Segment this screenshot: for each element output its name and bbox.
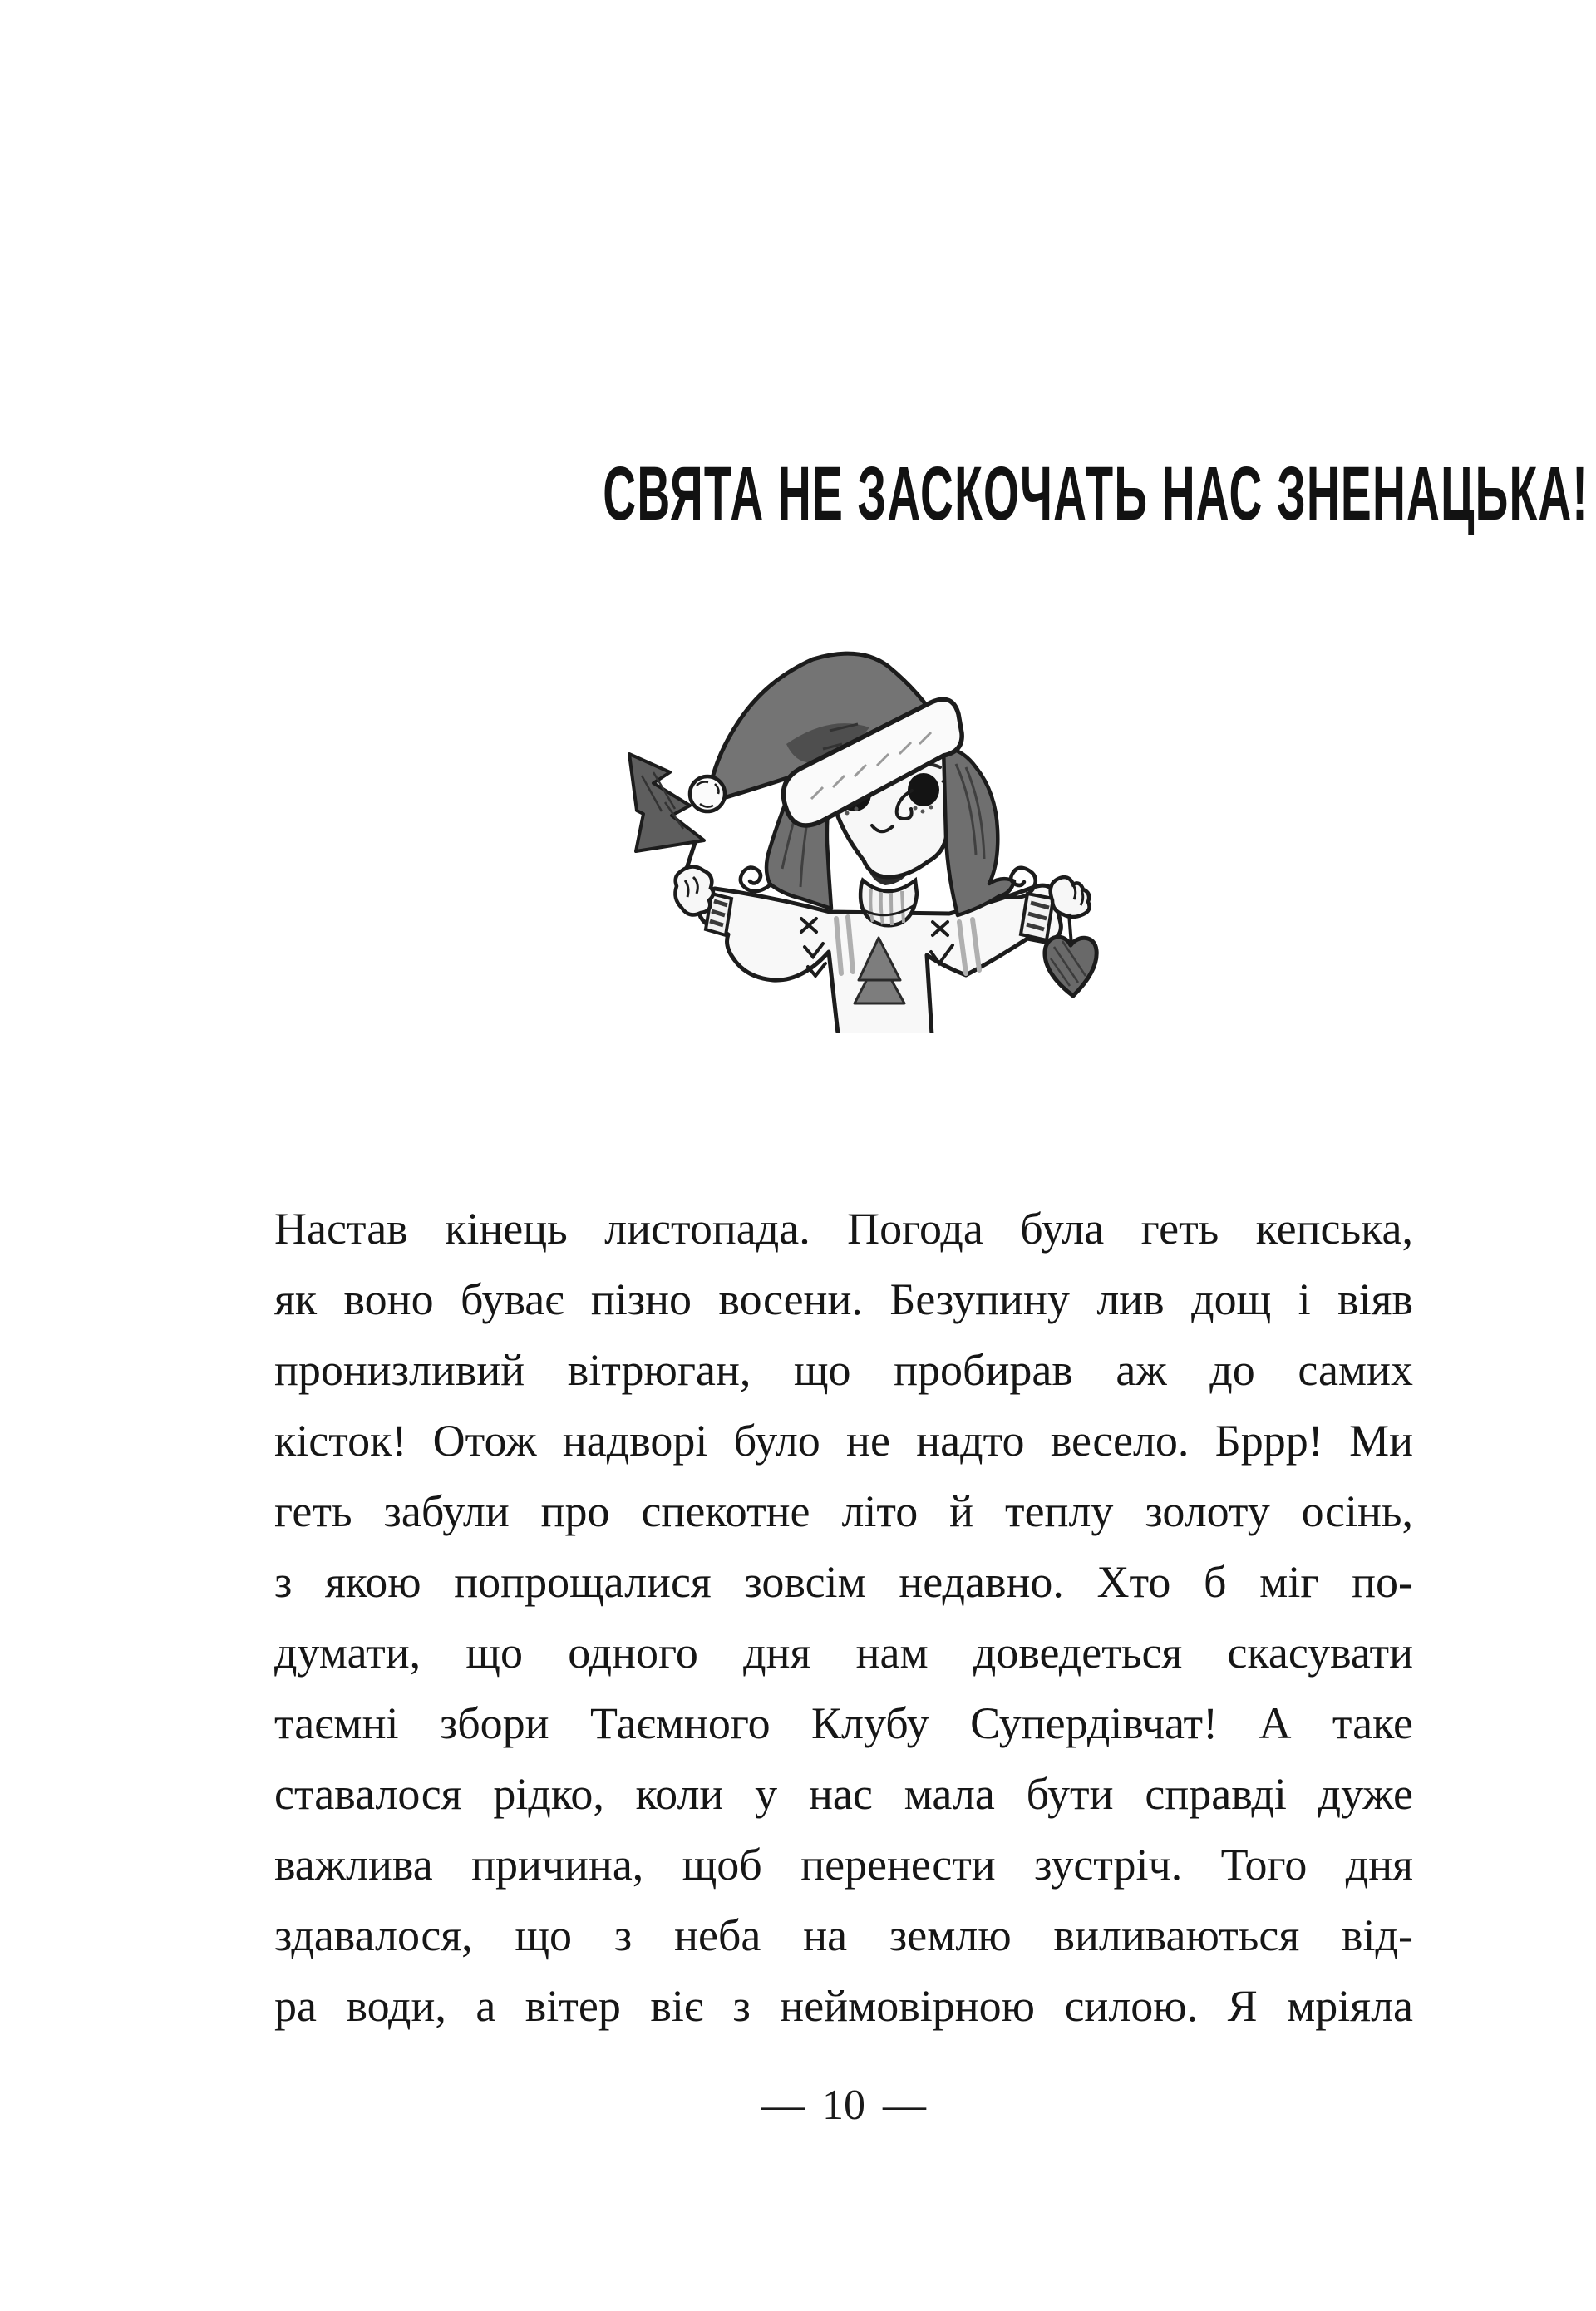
chapter-title-text: СВЯТА НЕ ЗАСКОЧАТЬ НАС ЗНЕНАЦЬКА! bbox=[603, 451, 1589, 536]
body-line: таємні збори Таємного Клубу Супердівчат! А таке bbox=[274, 1698, 1413, 1748]
page-number: — 10 — bbox=[761, 2082, 926, 2129]
body-line: здавалося, що з неба на землю виливаються від- bbox=[274, 1910, 1413, 1960]
body-line: думати, що одного дня нам доведеться скасувати bbox=[274, 1628, 1413, 1678]
body-line: з якою попрощалися зовсім недавно. Хто б міг по- bbox=[274, 1557, 1413, 1607]
collar bbox=[860, 880, 917, 925]
body-line: важлива причина, щоб перенести зустріч. Того дня bbox=[274, 1840, 1413, 1890]
body-line: ра води, а вітер віє з неймовірною силою. Я мріяла bbox=[274, 1981, 1413, 2031]
right-cuff bbox=[1021, 894, 1053, 940]
chapter-illustration bbox=[623, 651, 1101, 1033]
left-hand bbox=[675, 866, 713, 914]
chapter-title bbox=[274, 451, 1589, 536]
toy-tree-icon bbox=[629, 754, 704, 879]
body-text bbox=[274, 1194, 1413, 2042]
body-line: Настав кінець листопада. Погода була геть кепська, bbox=[274, 1204, 1413, 1254]
right-hand bbox=[1051, 877, 1090, 917]
body-line: пронизливий вітрюган, що пробирав аж до самих bbox=[274, 1345, 1413, 1395]
body-line: кісток! Отож надворі було не надто весело. Бррр! Ми bbox=[274, 1416, 1413, 1466]
hat-pompom bbox=[690, 776, 725, 811]
body-line: як воно буває пізно восени. Безупину лив дощ і віяв bbox=[274, 1274, 1413, 1324]
illustration-svg bbox=[623, 651, 1101, 1033]
body-line: геть забули про спекотне літо й теплу золоту осінь, bbox=[274, 1486, 1413, 1536]
heart-ornament-icon bbox=[1045, 937, 1096, 996]
body-line: ставалося рідко, коли у нас мала бути справді дуже bbox=[274, 1769, 1413, 1819]
